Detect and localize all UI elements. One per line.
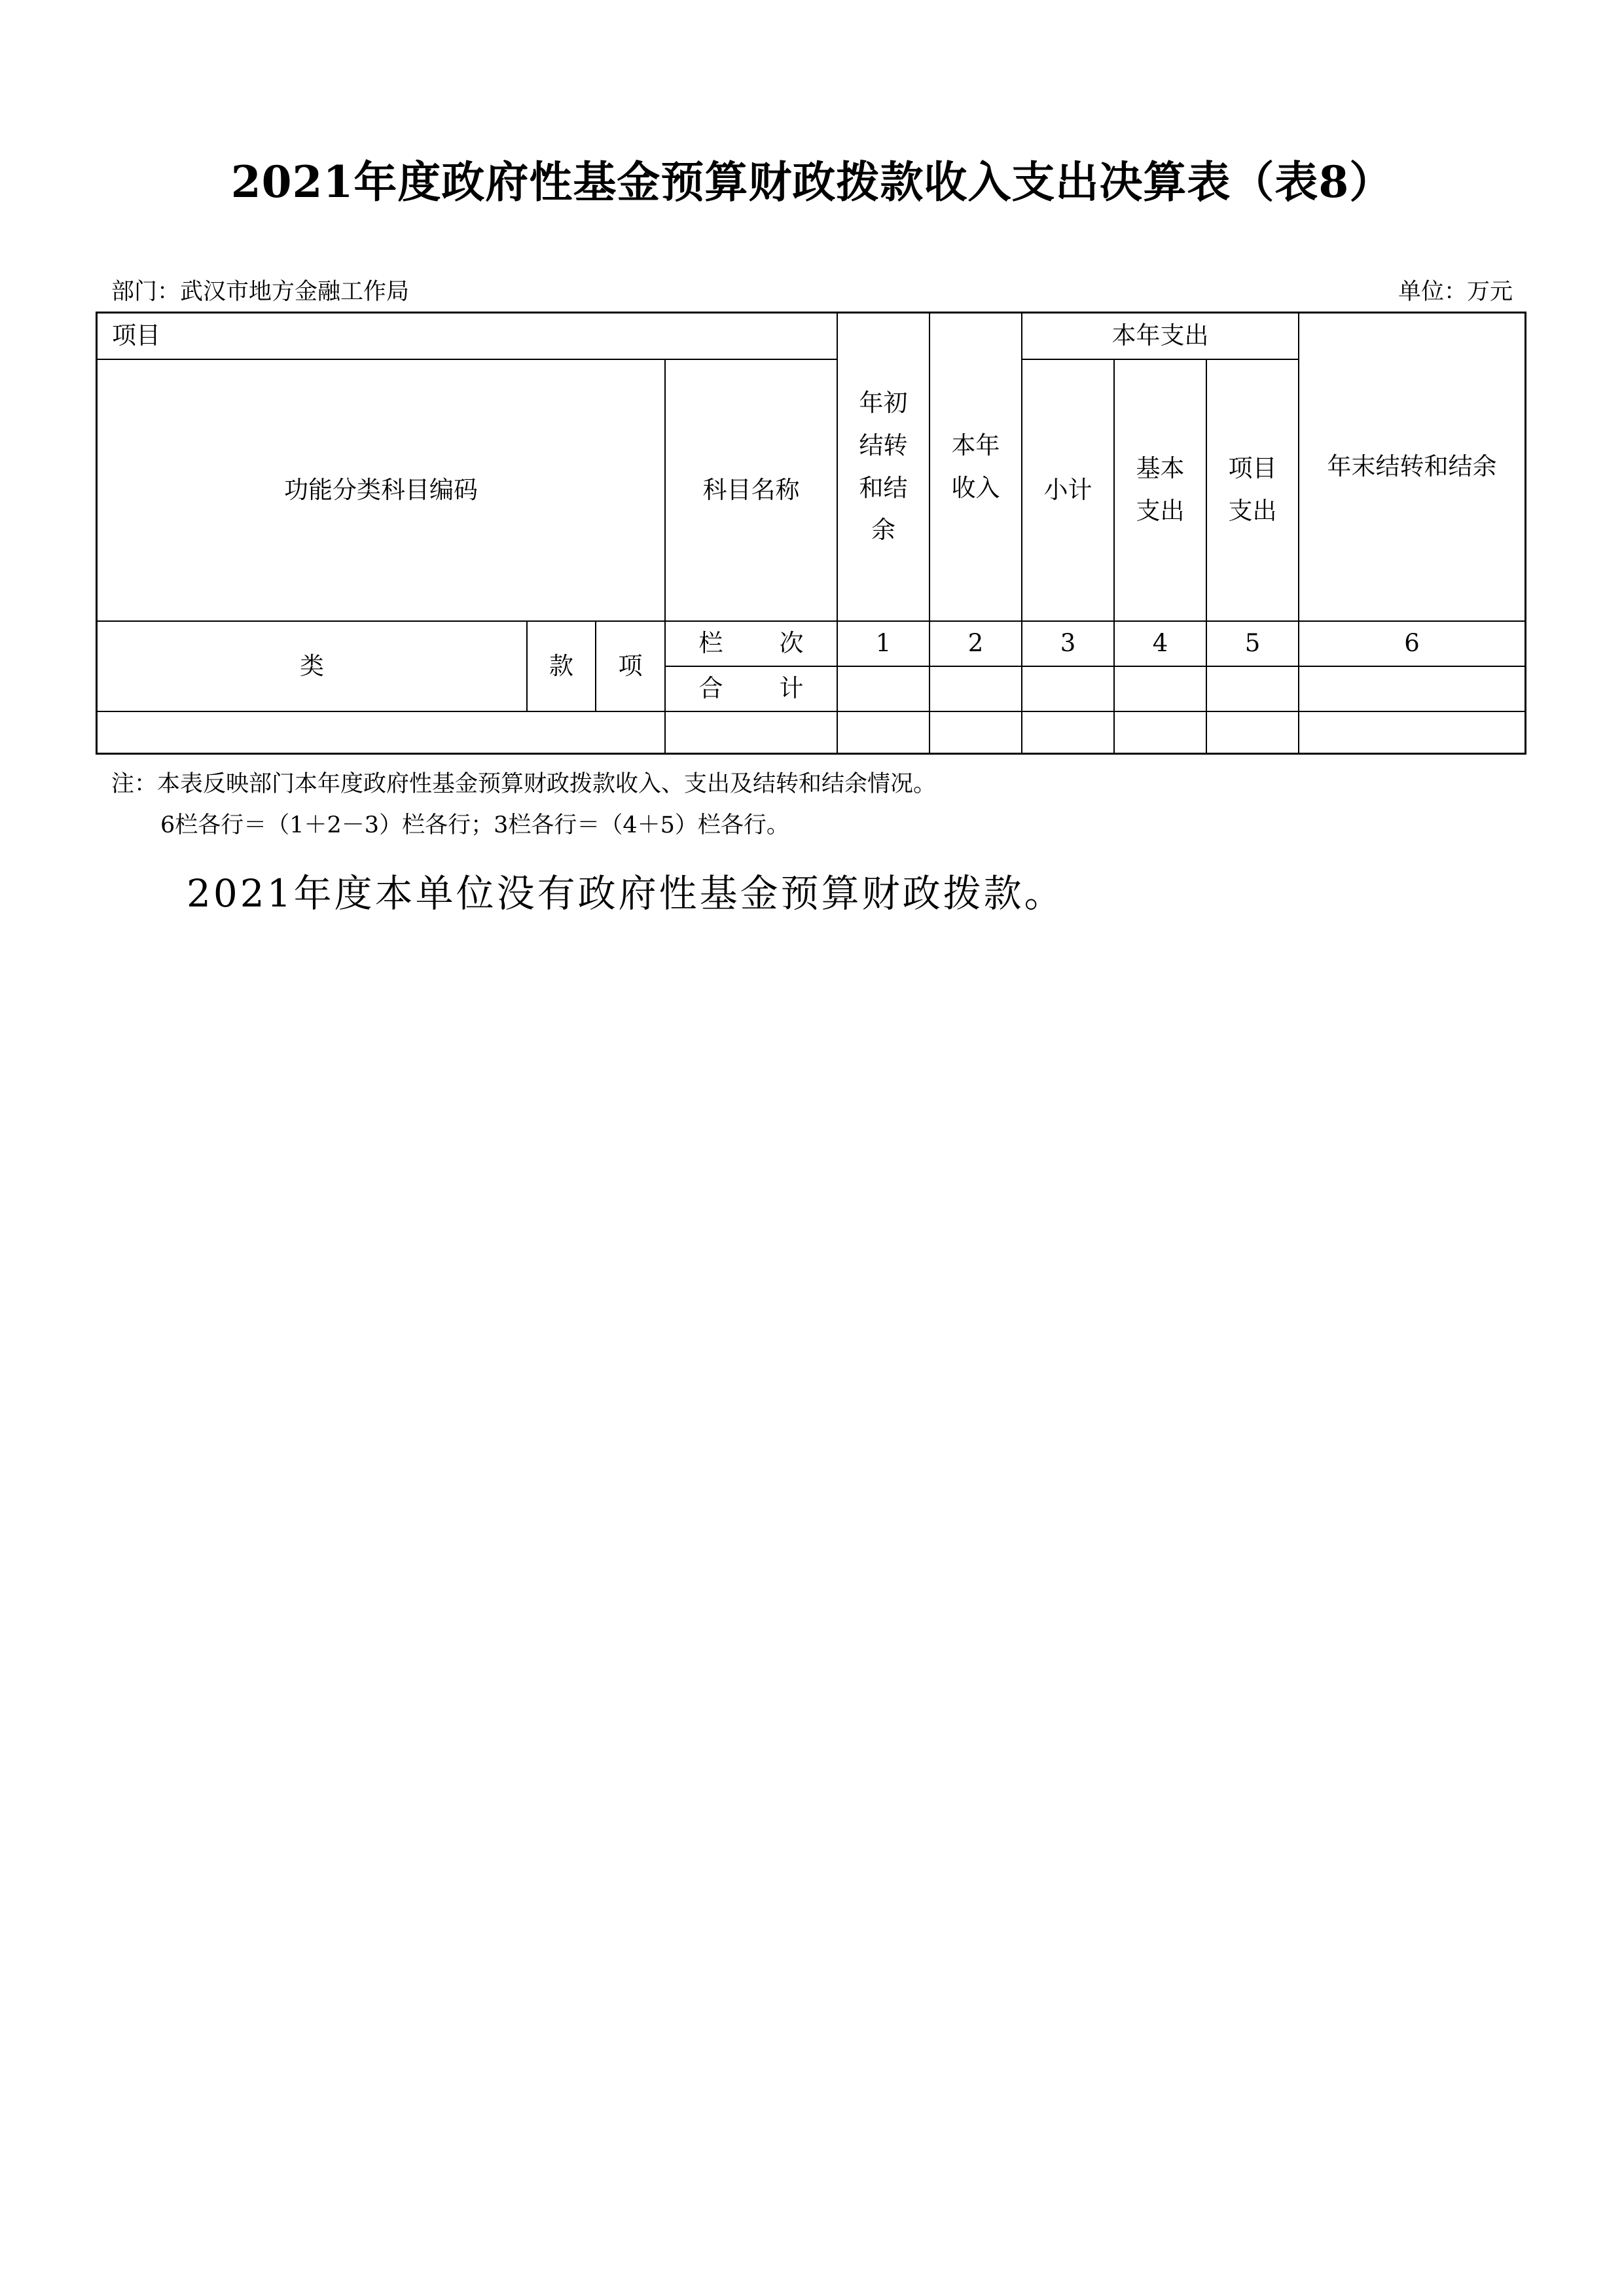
- header-function-code: 功能分类科目编码: [284, 475, 478, 504]
- total-cell-2: [930, 667, 1021, 711]
- document-title: 2021年度政府性基金预算财政拨款收入支出决算表（表8）: [230, 156, 1394, 207]
- column-number-5: 5: [1244, 629, 1261, 658]
- empty-data-row: [98, 712, 1525, 753]
- total-cell-3: [1022, 667, 1113, 711]
- header-entry: 项: [618, 651, 643, 680]
- header-item: 项目: [112, 321, 160, 350]
- header-section: 款: [549, 651, 573, 680]
- table-formula-note: 6栏各行＝（1＋2－3）栏各行；3栏各行＝（4＋5）栏各行。: [160, 812, 789, 838]
- total-cell-4: [1115, 667, 1206, 711]
- header-subject-name: 科目名称: [702, 475, 800, 504]
- table-note: 注：本表反映部门本年度政府性基金预算财政拨款收入、支出及结转和结余情况。: [111, 771, 937, 797]
- no-funding-statement: 2021年度本单位没有政府性基金预算财政拨款。: [187, 871, 1065, 916]
- column-number-3: 3: [1060, 629, 1076, 658]
- total-cell-1: [838, 667, 929, 711]
- unit-label: 单位：万元: [1398, 279, 1513, 305]
- header-closing-balance: 年末结转和结余: [1327, 452, 1497, 481]
- column-seq-char-1: 栏: [698, 629, 723, 658]
- column-number-6: 6: [1404, 629, 1420, 658]
- header-subtotal: 小计: [1043, 475, 1092, 504]
- column-seq-label: [666, 622, 837, 666]
- header-opening-balance-text: 年初结转和结余: [859, 389, 908, 545]
- total-char-2: 计: [779, 674, 804, 703]
- column-number-1: 1: [875, 629, 892, 658]
- header-opening-balance: [838, 314, 929, 620]
- header-current-income: [930, 314, 1021, 620]
- header-project-expense-text: 项目支出: [1228, 454, 1277, 525]
- department-label: 部门：武汉市地方金融工作局: [111, 279, 410, 305]
- column-number-4: 4: [1152, 629, 1168, 658]
- column-number-2: 2: [967, 629, 984, 658]
- header-class: 类: [300, 651, 324, 680]
- header-basic-expense: [1115, 360, 1206, 620]
- column-seq-char-2: 次: [779, 629, 804, 658]
- total-label: [666, 667, 837, 711]
- total-char-1: 合: [698, 674, 723, 703]
- header-basic-expense-text: 基本支出: [1136, 454, 1185, 525]
- total-cell-5: [1207, 667, 1298, 711]
- header-current-expense: 本年支出: [1111, 321, 1209, 350]
- header-project-expense: [1207, 360, 1298, 620]
- budget-table: [96, 312, 1526, 755]
- total-cell-6: [1299, 667, 1525, 711]
- header-current-income-text: 本年收入: [951, 431, 1000, 502]
